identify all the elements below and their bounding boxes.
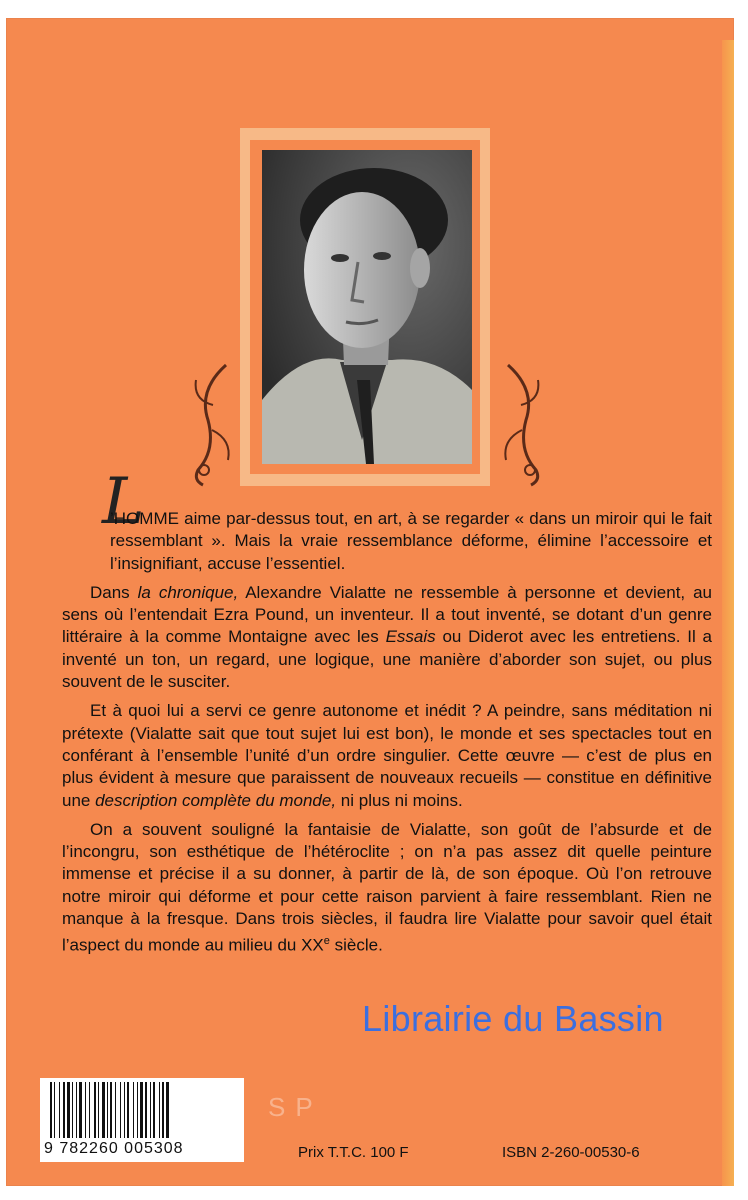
left-ornament-icon [188,360,238,490]
paragraph-2-italic: Essais [385,627,436,647]
barcode-bar [110,1082,112,1138]
barcode-number: 9 782260 005308 [44,1140,184,1157]
author-portrait-photo [262,150,472,464]
barcode-bar [127,1082,129,1138]
barcode-bar [89,1082,90,1138]
paragraph-2-text: ou Diderot avec les entretiens. Il a inventé un ton, un regard, une logique, une manière d’aborder son sujet, ou plus souvent de le susciter. [62,627,712,692]
barcode-bar [85,1082,86,1138]
barcode-bar [162,1082,164,1138]
barcode-bar [120,1082,121,1138]
paragraph-3 [62,700,712,811]
barcode-bar [72,1082,73,1138]
right-ornament-icon [496,360,546,490]
drop-cap: L [102,465,145,539]
paragraph-3-text: ni plus ni moins. [336,790,463,810]
paragraph-4-text: siècle. [329,936,383,955]
barcode-bar [54,1082,55,1138]
barcode-bar [98,1082,99,1138]
barcode-bar [115,1082,116,1138]
barcode-bar [137,1082,138,1138]
barcode-bar [140,1082,143,1138]
barcode-bar [153,1082,155,1138]
bookseller-watermark: Librairie du Bassin [362,998,664,1039]
barcode-bar [102,1082,105,1138]
paragraph-1: ’HOMME aime par-dessus tout, en art, à se regarder « dans un miroir qui le fait ressemblant ». Mais la vraie ressemblance déforme, élimine l’accessoire et l’insignifiant, accuse l’essentiel. [110,509,712,573]
paragraph-3-italic: description complète du monde, [95,790,337,810]
barcode-bar [50,1082,52,1138]
back-cover-text [62,508,712,964]
barcode-bar [150,1082,151,1138]
paragraph-4-superscript: e [323,935,330,948]
barcode-bar [94,1082,96,1138]
paragraph-2-text: Alexandre Vialatte ne ressemble à personne et devient, au sens où l’entendait Ezra Pound, un inventeur. Il a tout inventé, se dotant d’un genre littéraire à la comme Montaigne avec les [62,582,712,647]
barcode-bar [166,1082,169,1138]
barcode-bar [59,1082,60,1138]
paragraph-3-text: Et à quoi lui a servi ce genre autonome et inédit ? A peindre, sans méditation ni prétexte (Vialatte sait que tout sujet lui est bon), le monde et ses spectacles tout en conférant à l’ensemble l’unité d’un ordre singulier. Cette œuvre — c’est de plus en plus évident à mesure que paraissent de nouveaux recueils — constitue en définitive une [62,701,712,810]
paragraph-4-text: On a souvent souligné la fantaisie de Vialatte, son goût de l’absurde et de l’incongru, son esthétique de l’hétéroclite ; on n’a pas assez dit quelle peinture immense et précise il a su donner, à partir de là, de son époque. Où l’on retrouve notre miroir qui déforme et pour cette raison parvient à faire ressemblant. Rien ne manque à la fresque. Dans trois siècles, il faudra lire Vialatte pour savoir quel était l’aspect du monde au milieu du XX [62,819,712,955]
embossed-mark: SP [268,1092,323,1122]
isbn-label: ISBN 2-260-00530-6 [502,1144,640,1161]
barcode-bar [79,1082,82,1138]
barcode-bar [107,1082,108,1138]
paragraph-2-text: Dans [90,582,138,602]
paragraph-4 [62,819,712,957]
barcode-bar [63,1082,65,1138]
barcode-bars [40,1078,244,1140]
barcode-bar [124,1082,125,1138]
barcode-bar [67,1082,70,1138]
cover-edge [722,40,734,1186]
paragraph-2-italic: la chronique, [137,582,239,602]
barcode-bar [76,1082,77,1138]
barcode-bar [145,1082,147,1138]
portrait-image [262,150,472,464]
paragraph-2 [62,582,712,693]
barcode-bar [159,1082,160,1138]
price-label: Prix T.T.C. 100 F [298,1144,409,1161]
barcode-bar [133,1082,134,1138]
